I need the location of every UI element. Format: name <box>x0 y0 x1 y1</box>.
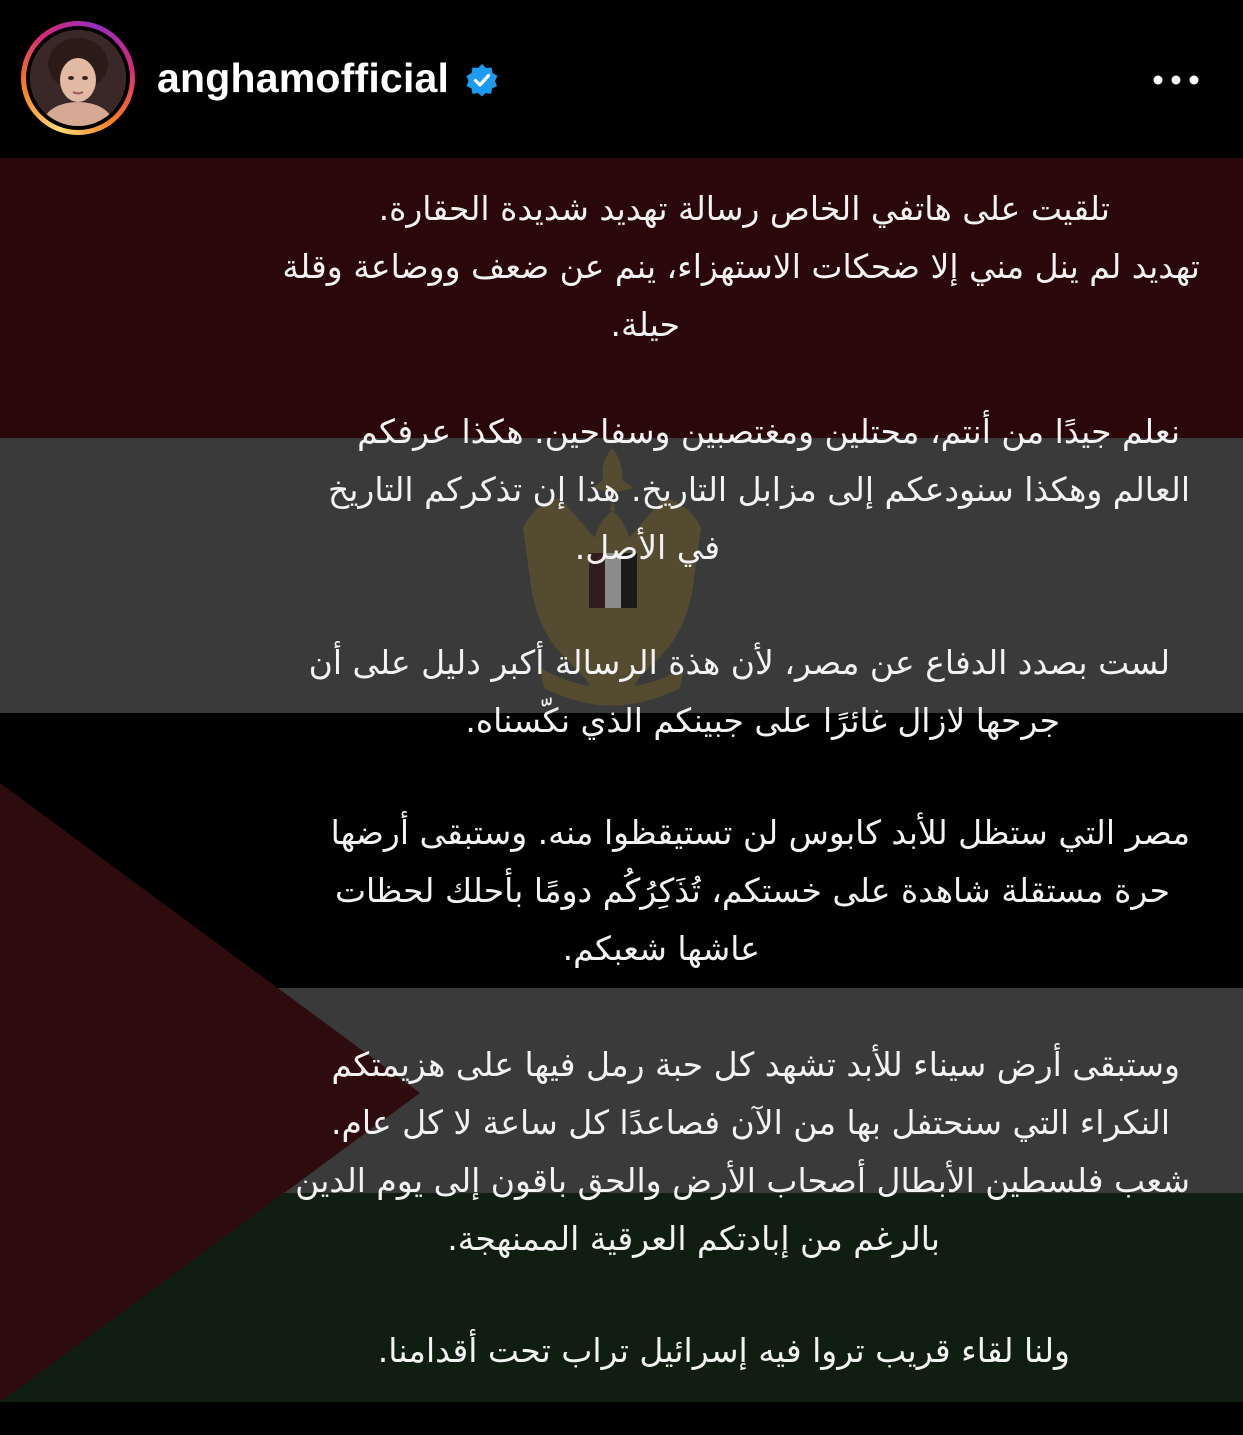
story-ring[interactable] <box>21 21 135 135</box>
text-line: ولنا لقاء قريب تروا فيه إسرائيل تراب تحت أقدامنا. <box>377 1331 1070 1370</box>
text-line: العالم وهكذا سنودعكم إلى مزابل التاريخ. هذا إن تذكركم التاريخ <box>327 470 1190 509</box>
text-line: بالرغم من إبادتكم العرقية الممنهجة. <box>447 1219 940 1258</box>
text-line: تهديد لم ينل مني إلا ضحكات الاستهزاء، ينم عن ضعف ووضاعة وقلة <box>282 247 1200 286</box>
paragraph-6 <box>60 1322 1200 1380</box>
verified-badge-icon <box>465 63 499 97</box>
post-footer-spacer <box>0 1402 1243 1435</box>
profile-avatar[interactable] <box>30 30 126 126</box>
text-line: النكراء التي سنحتفل بها من الآن فصاعدًا كل ساعة لا كل عام. <box>330 1103 1170 1142</box>
text-line: نعلم جيدًا من أنتم، محتلين ومغتصبين وسفاحين. هكذا عرفكم <box>357 412 1180 451</box>
paragraph-1 <box>60 180 1200 354</box>
text-line: وستبقى أرض سيناء للأبد تشهد كل حبة رمل فيها على هزيمتكم <box>331 1045 1180 1084</box>
paragraph-2 <box>60 403 1200 577</box>
text-line: مصر التي ستظل للأبد كابوس لن تستيقظوا منه. وستبقى أرضها <box>330 813 1190 852</box>
text-line: جرحها لازال غائرًا على جبينكم الذي نكّسناه. <box>465 701 1060 740</box>
avatar-portrait-icon <box>30 30 126 126</box>
more-options-icon[interactable] <box>1148 58 1204 102</box>
paragraph-4 <box>60 804 1200 978</box>
text-line: حيلة. <box>610 305 680 344</box>
post-image[interactable] <box>0 158 1243 1402</box>
text-line: حرة مستقلة شاهدة على خستكم، تُذَكِرُكُم دومًا بأحلك لحظات <box>334 871 1170 910</box>
text-line: شعب فلسطين الأبطال أصحاب الأرض والحق باقون إلى يوم الدين <box>295 1161 1190 1200</box>
text-line: في الأصل. <box>574 528 720 567</box>
paragraph-3 <box>60 634 1200 750</box>
text-line: عاشها شعبكم. <box>562 929 760 968</box>
post-header <box>0 0 1243 158</box>
text-line: لست بصدد الدفاع عن مصر، لأن هذة الرسالة أكبر دليل على أن <box>308 643 1170 682</box>
username[interactable]: anghamofficial <box>157 55 450 101</box>
text-line: تلقيت على هاتفي الخاص رسالة تهديد شديدة الحقارة. <box>378 189 1110 228</box>
paragraph-5 <box>60 1036 1200 1268</box>
